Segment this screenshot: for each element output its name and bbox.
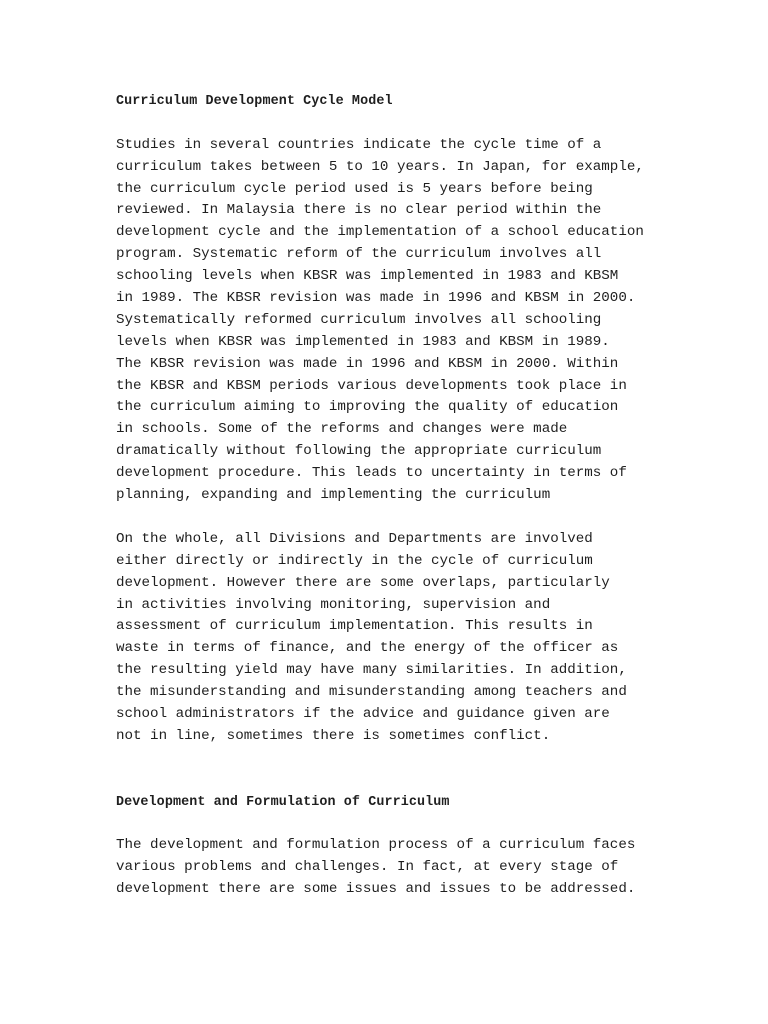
text-line: the curriculum cycle period used is 5 years before being xyxy=(116,180,593,197)
text-line: various problems and challenges. In fact, at every stage of xyxy=(116,859,619,876)
text-line: On the whole, all Divisions and Departments are involved xyxy=(116,530,593,547)
text-line: Studies in several countries indicate the cycle time of a xyxy=(116,136,602,153)
text-line: schooling levels when KBSR was implemented in 1983 and KBSM xyxy=(116,268,619,285)
document-body xyxy=(116,91,661,901)
text-line: the resulting yield may have many similarities. In addition, xyxy=(116,662,627,679)
text-line: assessment of curriculum implementation. This results in xyxy=(116,618,593,635)
text-line: the misunderstanding and misunderstanding among teachers and xyxy=(116,684,627,701)
text-line: development. However there are some overlaps, particularly xyxy=(116,574,610,591)
text-line: curriculum takes between 5 to 10 years. In Japan, for example, xyxy=(116,158,644,175)
section-heading: Development and Formulation of Curriculum xyxy=(116,794,450,810)
text-line: in 1989. The KBSR revision was made in 1996 and KBSM in 2000. xyxy=(116,290,636,307)
text-line: either directly or indirectly in the cycle of curriculum xyxy=(116,552,593,569)
text-line: planning, expanding and implementing the curriculum xyxy=(116,487,551,504)
paragraph xyxy=(116,835,661,901)
text-line: not in line, sometimes there is sometimes conflict. xyxy=(116,727,551,744)
text-line: development cycle and the implementation of a school education xyxy=(116,224,644,241)
text-line: development there are some issues and issues to be addressed. xyxy=(116,881,636,898)
text-line: development procedure. This leads to uncertainty in terms of xyxy=(116,465,627,482)
text-line: the curriculum aiming to improving the quality of education xyxy=(116,399,619,416)
text-line: The development and formulation process of a curriculum faces xyxy=(116,837,636,854)
text-line: reviewed. In Malaysia there is no clear period within the xyxy=(116,202,602,219)
paragraph xyxy=(116,529,661,748)
section-heading: Curriculum Development Cycle Model xyxy=(116,94,393,109)
text-line: in schools. Some of the reforms and changes were made xyxy=(116,421,568,438)
paragraph xyxy=(116,135,661,507)
text-line: The KBSR revision was made in 1996 and KBSM in 2000. Within xyxy=(116,355,619,372)
text-line: school administrators if the advice and guidance given are xyxy=(116,705,610,722)
text-line: dramatically without following the appropriate curriculum xyxy=(116,443,602,460)
text-line: waste in terms of finance, and the energy of the officer as xyxy=(116,640,619,657)
text-line: levels when KBSR was implemented in 1983 and KBSM in 1989. xyxy=(116,333,610,350)
text-line: the KBSR and KBSM periods various developments took place in xyxy=(116,377,627,394)
text-line: program. Systematic reform of the curriculum involves all xyxy=(116,246,602,263)
text-line: Systematically reformed curriculum involves all schooling xyxy=(116,311,602,328)
text-line: in activities involving monitoring, supervision and xyxy=(116,596,551,613)
